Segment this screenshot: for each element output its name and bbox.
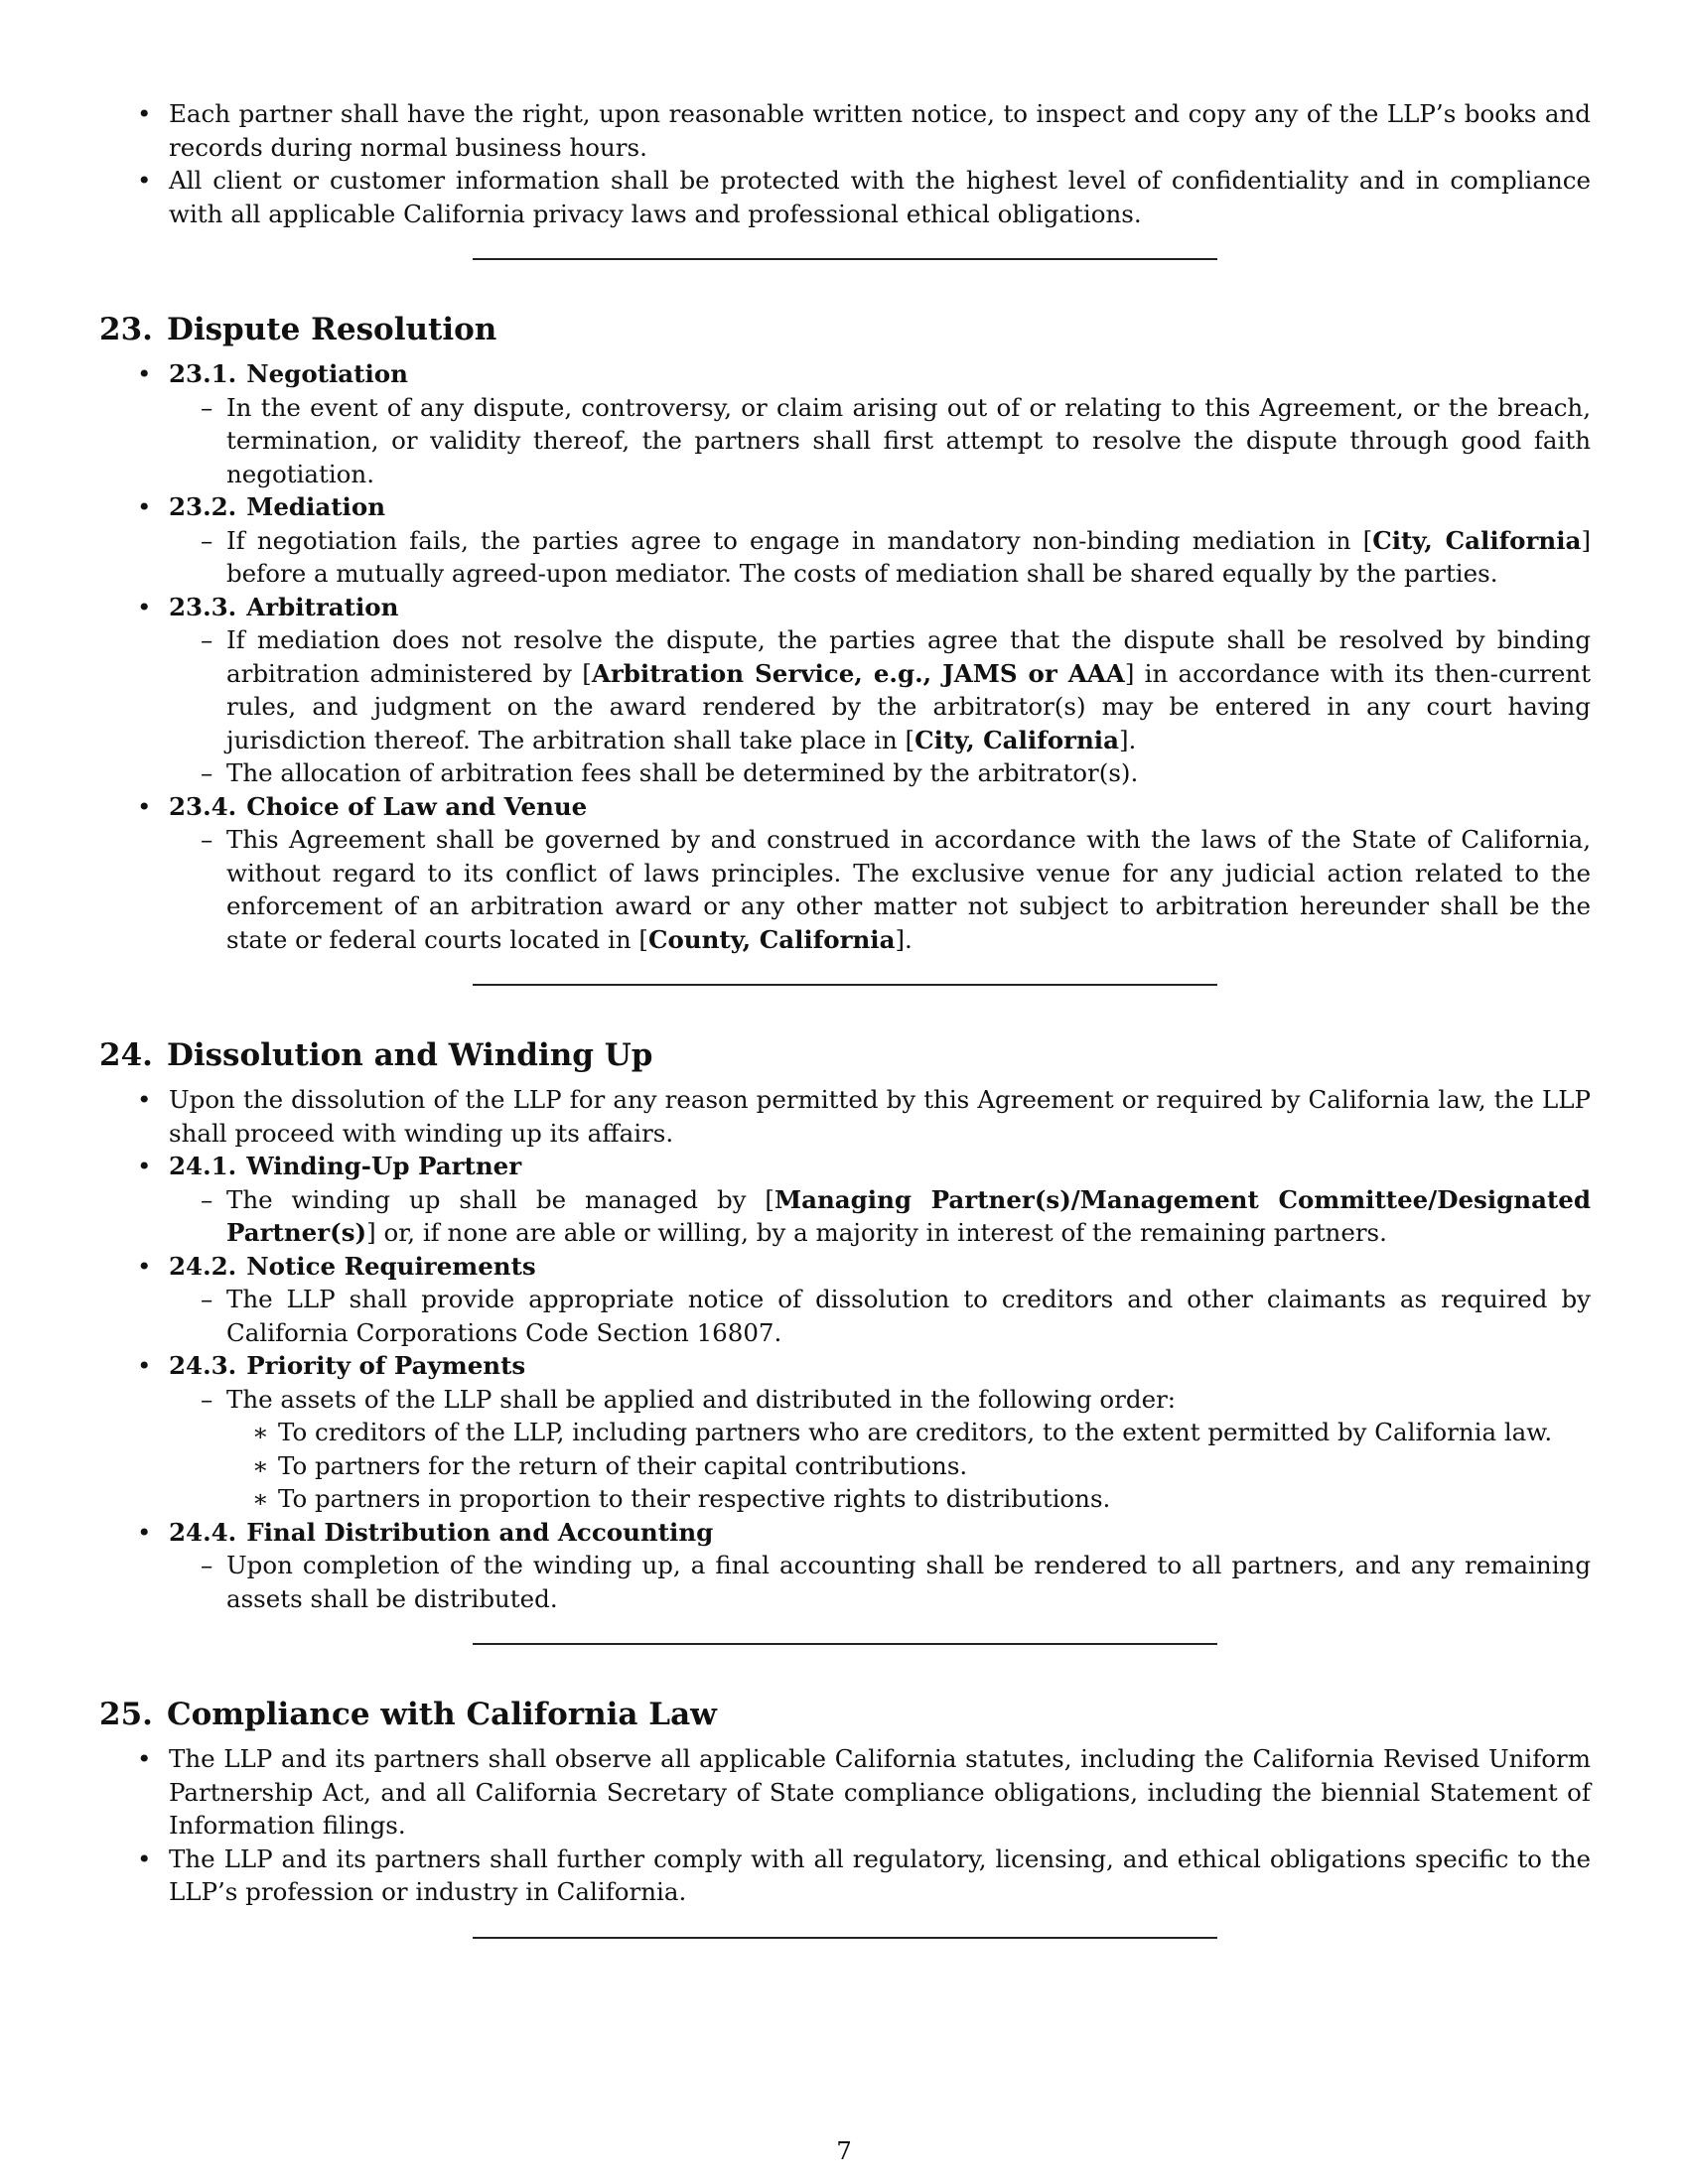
intro-list [99,97,1591,230]
subsection-23-3 [99,591,1591,790]
subsection-heading: 24.3. Priority of Payments [169,1351,526,1380]
bullet-text: Each partner shall have the right, upon reasonable written notice, to inspect and copy any of the LLP’s books and records during normal business hours. [169,99,1591,162]
list-item: ∗ To partners in proportion to their respective rights to distributions. [226,1482,1591,1516]
bullet-text: All client or customer information shall be protected with the highest level of confidentiality and in compliance with all applicable California privacy laws and professional ethical obligations. [169,166,1591,228]
section-divider [473,984,1217,986]
subsection-23-1 [99,357,1591,490]
subsection-23-4 [99,790,1591,957]
subsection-heading: 24.4. Final Distribution and Accounting [169,1517,714,1547]
subsection-heading: 23.1. Negotiation [169,359,408,388]
list-item: – This Agreement shall be governed by and construed in accordance with the laws of the State of California, without regard to its conflict of laws principles. The exclusive venue for any judicial action related to the enforcement of an arbitration award or any other matter not subject to arbitration hereunder shall be the state or federal courts located in [County, California]. [169,823,1591,956]
section-title: Compliance with California Law [166,1697,717,1732]
section-divider [473,1937,1217,1939]
subsection-heading: 24.1. Winding-Up Partner [169,1152,522,1180]
section-number: 23. [99,312,153,347]
page-number: 7 [836,2136,852,2165]
subsection-heading: 23.4. Choice of Law and Venue [169,791,588,821]
section-divider [473,1643,1217,1645]
subsection-heading: 23.3. Arbitration [169,592,399,621]
subsection-24-1 [99,1150,1591,1250]
placeholder-field: Arbitration Service, e.g., JAMS or AAA [591,658,1125,688]
section-23-heading [99,310,1591,349]
list-item: – The winding up shall be managed by [Managing Partner(s)/Management Committee/Designated Partner(s)] or, if none are able or willing, by a majority in interest of the remaining partners. [169,1183,1591,1250]
section-24-heading [99,1035,1591,1075]
list-item: ∗ To creditors of the LLP, including partners who are creditors, to the extent permitted by California law. [226,1416,1591,1449]
subsection-heading: 24.2. Notice Requirements [169,1251,536,1281]
placeholder-field: Managing Partner(s)/Management Committee/Designated Partner(s) [226,1184,1591,1247]
list-item: ∗ To partners for the return of their capital contributions. [226,1449,1591,1483]
list-item: – In the event of any dispute, controversy, or claim arising out of or relating to this Agreement, or the breach, termination, or validity thereof, the partners shall first attempt to resolve the dispute through good faith negotiation. [169,391,1591,491]
placeholder-field: City, California [1372,525,1582,555]
list-item [99,164,1591,230]
section-divider [473,258,1217,260]
subsection-23-2 [99,490,1591,591]
section-number: 25. [99,1697,153,1732]
list-item: – Upon completion of the winding up, a final accounting shall be rendered to all partners, and any remaining assets shall be distributed. [169,1549,1591,1615]
list-item: • The LLP and its partners shall observe all applicable California statutes, including the California Revised Uniform Partnership Act, and all California Secretary of State compliance obligations, including the biennial Statement of Information filings. [99,1742,1591,1843]
list-item: • Upon the dissolution of the LLP for any reason permitted by this Agreement or required by California law, the LLP shall proceed with winding up its affairs. [99,1083,1591,1150]
list-item: – The LLP shall provide appropriate notice of dissolution to creditors and other claimants as required by California Corporations Code Section 16807. [169,1283,1591,1349]
list-item: – The allocation of arbitration fees shall be determined by the arbitrator(s). [169,756,1591,790]
list-item: – The assets of the LLP shall be applied and distributed in the following order: ∗ To creditors of the LLP, including partners who are creditors, to the extent permitted by California law. ∗ To partners for the return of their capital contributions. ∗ To partners in proportion to their respective rights to distributions. [169,1383,1591,1516]
section-24-list [99,1083,1591,1615]
subsection-24-2 [99,1250,1591,1350]
list-item: • The LLP and its partners shall further comply with all regulatory, licensing, and ethical obligations specific to the LLP’s profession or industry in California. [99,1843,1591,1909]
placeholder-field: County, California [647,924,896,954]
page-content [99,97,1591,1939]
placeholder-field: City, California [914,725,1119,754]
section-title: Dispute Resolution [166,312,497,347]
section-title: Dissolution and Winding Up [166,1037,653,1073]
list-item: – If negotiation fails, the parties agree to engage in mandatory non-binding mediation in [City, California] before a mutually agreed-upon mediator. The costs of mediation shall be shared equally by the parties. [169,524,1591,591]
section-25-list [99,1742,1591,1909]
list-item [99,97,1591,164]
section-number: 24. [99,1037,153,1073]
section-25-heading [99,1695,1591,1734]
list-item: – If mediation does not resolve the dispute, the parties agree that the dispute shall be resolved by binding arbitration administered by [Arbitration Service, e.g., JAMS or AAA] in accordance with its then-current rules, and judgment on the award rendered by the arbitrator(s) may be entered in any court having jurisdiction thereof. The arbitration shall take place in [City, California]. [169,623,1591,756]
section-23-list [99,357,1591,956]
subsection-24-3 [99,1349,1591,1516]
subsection-heading: 23.2. Mediation [169,492,386,521]
subsection-24-4 [99,1516,1591,1616]
